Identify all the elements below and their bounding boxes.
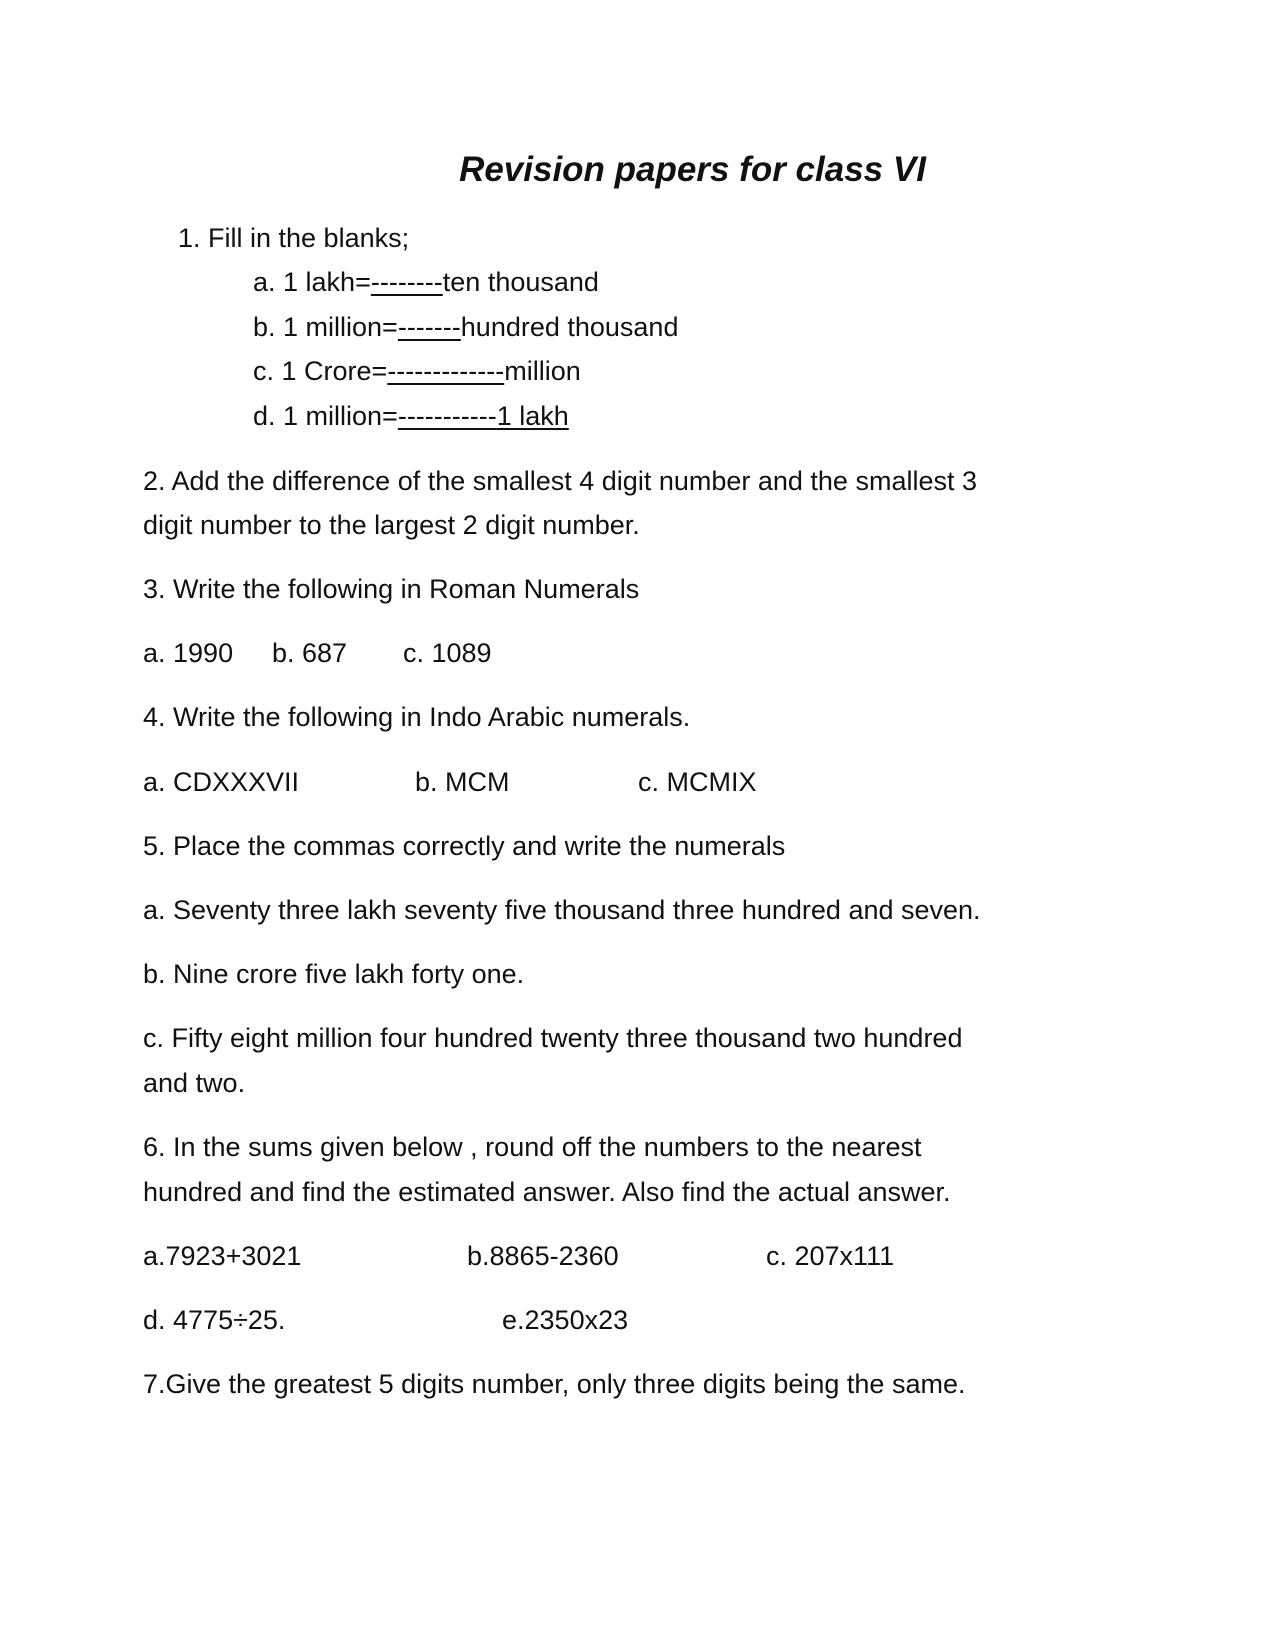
q7-text: 7.Give the greatest 5 digits number, only three digits being the same. bbox=[143, 1369, 966, 1399]
q2-line-1: 2. Add the difference of the smallest 4 digit number and the smallest 3 bbox=[143, 466, 977, 496]
q1-heading: 1. Fill in the blanks; bbox=[178, 223, 410, 253]
q3-option-c: c. 1089 bbox=[403, 638, 492, 668]
q2-line-2: digit number to the largest 2 digit number. bbox=[143, 510, 640, 540]
q6-option-b: b.8865-2360 bbox=[467, 1241, 619, 1271]
q6-option-a: a.7923+3021 bbox=[143, 1241, 302, 1271]
q1-item-c bbox=[253, 355, 581, 387]
q4-option-c: c. MCMIX bbox=[638, 767, 757, 797]
q3-option-a: a. 1990 bbox=[143, 638, 234, 668]
q6-option-c: c. 207x111 bbox=[766, 1241, 895, 1271]
q4-option-b: b. MCM bbox=[415, 767, 510, 797]
q5-option-a: a. Seventy three lakh seventy five thousand three hundred and seven. bbox=[143, 895, 981, 925]
q1-item-b-suffix: hundred thousand bbox=[460, 312, 679, 342]
q6-option-d: d. 4775÷25. bbox=[143, 1305, 286, 1335]
q1-item-a-blank: -------- bbox=[370, 267, 443, 297]
q1-item-d-prefix: d. 1 million= bbox=[253, 401, 398, 431]
q5-option-c-line-2: and two. bbox=[143, 1068, 246, 1098]
q5-option-b: b. Nine crore five lakh forty one. bbox=[143, 959, 525, 989]
q1-item-a bbox=[253, 266, 599, 298]
q1-item-c-blank: ------------- bbox=[387, 356, 505, 386]
q1-item-d-blank: ----------- bbox=[397, 401, 497, 431]
q6-line-2: hundred and find the estimated answer. Also find the actual answer. bbox=[143, 1177, 951, 1207]
q1-item-d bbox=[253, 400, 569, 432]
q3-heading: 3. Write the following in Roman Numerals bbox=[143, 574, 640, 604]
q1-item-d-suffix: 1 lakh bbox=[496, 401, 569, 431]
q6-option-e: e.2350x23 bbox=[502, 1305, 629, 1335]
q1-item-b bbox=[253, 311, 678, 343]
q5-heading: 5. Place the commas correctly and write the numerals bbox=[143, 831, 786, 861]
q1-item-c-suffix: million bbox=[504, 356, 581, 386]
q3-option-b: b. 687 bbox=[272, 638, 348, 668]
q6-line-1: 6. In the sums given below , round off the numbers to the nearest bbox=[143, 1132, 922, 1162]
q1-item-b-prefix: b. 1 million= bbox=[253, 312, 398, 342]
page-title: Revision papers for class VI bbox=[459, 150, 926, 189]
q4-heading: 4. Write the following in Indo Arabic numerals. bbox=[143, 702, 691, 732]
q1-item-a-suffix: ten thousand bbox=[442, 267, 599, 297]
q1-item-b-blank: ------- bbox=[397, 312, 461, 342]
q1-item-c-prefix: c. 1 Crore= bbox=[253, 356, 388, 386]
q1-item-a-prefix: a. 1 lakh= bbox=[253, 267, 371, 297]
q5-option-c-line-1: c. Fifty eight million four hundred twenty three thousand two hundred bbox=[143, 1023, 963, 1053]
q4-option-a: a. CDXXXVII bbox=[143, 767, 300, 797]
